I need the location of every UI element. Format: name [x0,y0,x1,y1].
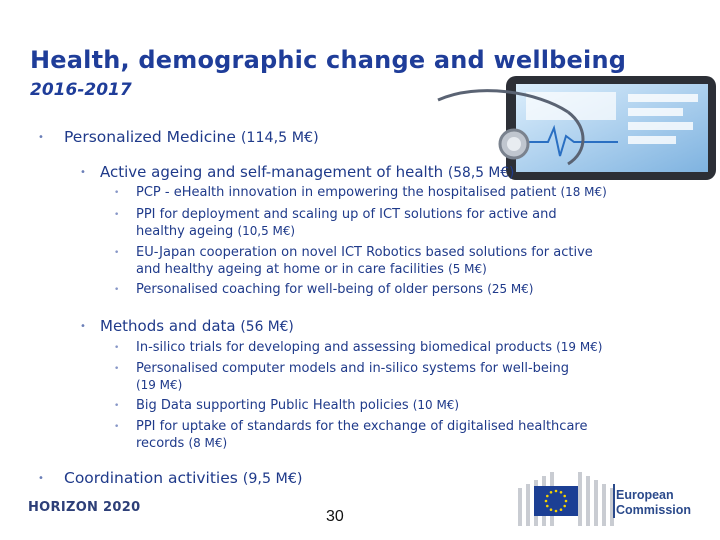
item-label-cont: and healthy ageing at home or in care facilities [136,262,444,277]
list-item-big-data [114,397,459,415]
bullet-icon: • [114,401,120,411]
list-item-personalised-models [114,360,569,394]
item-label: In-silico trials for developing and assessing biomedical products [136,340,552,355]
item-amount: (18 M€) [560,185,607,199]
slide-title: Health, demographic change and wellbeing [30,46,627,74]
slide-subtitle: 2016-2017 [30,80,132,100]
horizon-2020-logo: HORIZON 2020 [28,500,141,515]
bullet-icon: • [80,321,86,332]
list-item-ppi-deployment [114,206,557,240]
bullet-icon: • [38,132,44,143]
item-amount: (5 M€) [448,262,487,276]
page-number: 30 [326,508,344,525]
item-amount: (25 M€) [487,282,534,296]
european-commission-wordmark [616,488,691,518]
item-amount: (9,5 M€) [242,471,303,487]
item-amount: (114,5 M€) [240,130,319,146]
item-label: Big Data supporting Public Health policies [136,398,409,413]
item-label: PPI for uptake of standards for the exchange of digitalised healthcare [136,419,588,434]
list-item-methods-data [80,317,294,335]
item-label: Methods and data [100,317,236,335]
item-label-cont: records [136,436,185,451]
bullet-icon: • [80,167,86,178]
item-amount: (8 M€) [188,436,228,450]
item-amount: (10 M€) [412,398,460,412]
list-item-active-ageing [80,163,514,181]
list-item-ppi-standards [114,418,587,452]
list-item-personalised-coaching [114,281,533,299]
bullet-icon: • [114,285,120,295]
item-label: PCP - eHealth innovation in empowering the hospitalised patient [136,185,557,200]
item-label: Personalised coaching for well-being of older persons [136,282,484,297]
item-amount: (58,5 M€) [447,165,515,181]
bullet-icon: • [114,188,120,198]
item-label: Active ageing and self-management of health [100,163,444,181]
list-item-eu-japan [114,244,593,278]
item-label: Personalised computer models and in-silico systems for well-being [136,361,570,376]
bullet-icon: • [114,210,120,220]
item-label: EU-Japan cooperation on novel ICT Robotics based solutions for active [136,245,593,260]
item-amount: (19 M€) [556,340,603,354]
ec-line-2: Commission [616,503,692,517]
ec-line-1: European [616,488,674,502]
bullet-icon: • [114,422,120,432]
item-label: Coordination activities [64,469,238,487]
bullet-icon: • [114,248,120,258]
item-label: PPI for deployment and scaling up of ICT solutions for active and [136,207,557,222]
list-item-personalized-medicine [38,128,319,146]
list-item-pcp-ehealth [114,184,607,202]
item-label: Personalized Medicine [64,128,236,146]
item-amount: (19 M€) [136,378,183,392]
item-amount: (10,5 M€) [237,224,296,238]
list-item-in-silico-trials [114,339,602,357]
bullet-icon: • [114,343,120,353]
bullet-icon: • [38,473,44,484]
list-item-coordination [38,469,302,487]
bullet-icon: • [114,364,120,374]
item-amount: (56 M€) [240,319,294,335]
item-label-cont: healthy ageing [136,224,234,239]
